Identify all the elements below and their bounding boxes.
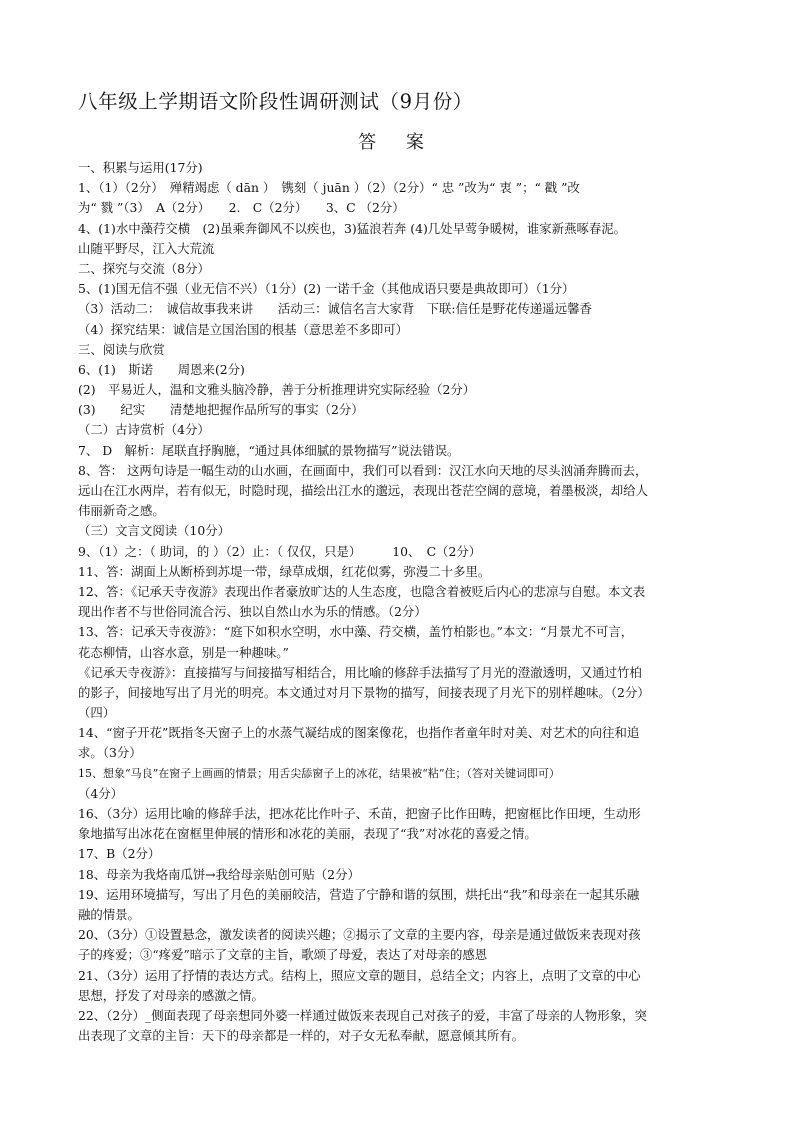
answer-line: 7、 D 解析：尾联直抒胸臆，“通过具体细腻的景物描写”说法错误。 [78, 442, 460, 458]
answer-line: 17、B（2分） [78, 846, 161, 862]
answer-line: 出表现了文章的主旨：天下的母亲都是一样的，对子女无私奉献，愿意倾其所有。 [78, 1028, 525, 1044]
answer-line: 伟丽新奇之感。 [78, 503, 165, 519]
answer-line: 19、运用环境描写，写出了月色的美丽皎洁，营造了宁静和谐的氛围，烘托出“我”和母亲在一起其乐融 [78, 886, 640, 902]
answer-heading: 答 案 [358, 132, 436, 153]
answer-line: 为“ 戮 ”（3） A（2分） 2. C（2分） 3、C （2分） [78, 200, 405, 216]
answer-line: (2) 平易近人，温和文雅头脑冷静，善于分析推理讲究实际经验（2分） [78, 382, 476, 398]
answer-line: 11、答：湖面上从断桥到苏堤一带，绿草成烟，红花似雾，弥漫二十多里。 [78, 563, 491, 579]
answer-line: 《记承天寺夜游》：直接描写与间接描写相结合，用比喻的修辞手法描写了月光的澄澈透明，又通过竹柏 [78, 664, 642, 680]
answer-line: 21、（3分）运用了抒情的表达方式。结构上，照应文章的题目，总结全文；内容上，点明了文章的中心 [78, 967, 641, 983]
exam-title: 八年级上学期语文阶段性调研测试（9月份） [78, 90, 473, 113]
answer-line: 1、（1）（2分） 殚精竭虑（ dān ） 镌刻（ juān ）（2）（2分）“ 忠 ”改为“ 衷 ”；“ 戳 ”改 [78, 180, 580, 196]
answer-line: 5、(1)国无信不强（业无信不兴）（1分）(2) 一诺千金（其他成语只要是典故即可）（1分） [78, 281, 575, 297]
answer-line: 思想，抒发了对母亲的感激之情。 [78, 987, 264, 1003]
answer-line: 18、母亲为我烙南瓜饼→我给母亲贴创可贴（2分） [78, 866, 360, 882]
answer-line: 子的疼爱；③“疼爱”暗示了文章的主旨，歌颂了母爱，表达了对母亲的感恩 [78, 947, 488, 963]
answer-line: 花态柳情，山容水意，别是一种趣味。” [78, 644, 289, 660]
answer-line: 求。（3分） [78, 745, 142, 761]
answer-line: 6、(1) 斯诺 周恩来(2分) [78, 361, 245, 377]
answer-line: 9、（1）之：（ 助词，的 ）（2）止：（ 仅仅，只是） 10、 C（2分） [78, 543, 482, 559]
answer-line: （3）活动二： 诚信故事我来讲 活动三：诚信名言大家背 下联:信任是野花传递遥远馨香 [78, 301, 592, 317]
answer-line: 15、想象“马良”在窗子上画画的情景；用舌尖舔窗子上的冰花，结果被“粘”住；（答对关键词即可） [78, 766, 560, 780]
answer-line: 远山在江水两岸，若有似无，时隐时现，描绘出江水的邈远，表现出苍茫空阔的意境，着墨极淡，却给人 [78, 483, 648, 498]
answer-line: 12、答：《记承天寺夜游》表现出作者豪放旷达的人生态度，也隐含着被贬后内心的悲凉与自慰。本文表 [78, 583, 646, 599]
answer-line: 22、（2分）_侧面表现了母亲想同外婆一样通过做饭来表现自己对孩子的爱，丰富了母亲的人物形象，突 [78, 1007, 647, 1023]
answer-line: 象地描写出冰花在窗框里伸展的情形和冰花的美丽，表现了“我”对冰花的喜爱之情。 [78, 826, 537, 842]
answer-line: 4、(1)水中藻荇交横 (2)虽乘奔御风不以疾也，3)猛浪若奔 (4)几处早莺争暖树，谁家新燕啄春泥。 [78, 220, 627, 236]
answer-line: （三）文言文阅读（10分） [78, 523, 231, 539]
answer-line: 山随平野尽，江入大荒流 [78, 240, 215, 256]
answer-line: 一、积累与运用(17分) [78, 160, 203, 175]
answer-line: 13、答：记承天寺夜游》：“庭下如积水空明，水中藻、荇交横，盖竹柏影也。”本文：“月景尤不可言， [78, 624, 634, 640]
answer-line: 8、答： 这两句诗是一幅生动的山水画，在画面中，我们可以看到：汉江水向天地的尽头汹涌奔腾而去， [78, 462, 648, 478]
answer-line: 二、探究与交流（8分） [78, 260, 210, 276]
answer-content [78, 158, 721, 1046]
answer-line: 的影子，间接地写出了月光的明亮。本文通过对月下景物的描写，间接表现了月光下的别样趣味。（2分） [78, 684, 650, 700]
answer-line: (3) 纪实 清楚地把握作品所写的事实（2分） [78, 402, 364, 418]
answer-line: （4）探究结果：诚信是立国治国的根基（意思差不多即可） [78, 321, 409, 337]
answer-line: （二）古诗赏析（4分） [78, 422, 210, 438]
answer-line: （4分） [78, 785, 124, 801]
answer-line: 14、“窗子开花”既指冬天窗子上的水蒸气凝结成的图案像花，也指作者童年时对美、对艺术的向往和追 [78, 725, 640, 741]
answer-line: （四） [78, 705, 116, 721]
answer-line: 现出作者不与世俗同流合污、独以自然山水为乐的情感。（2分） [78, 604, 427, 620]
answer-line: 融的情景。 [78, 906, 140, 922]
answer-line: 三、阅读与欣赏 [78, 341, 165, 357]
answer-line: 20、（3分）①设置悬念，激发读者的阅读兴趣；②揭示了文章的主要内容，母亲是通过做饭来表现对孩 [78, 927, 641, 943]
answer-line: 16、（3分）运用比喻的修辞手法，把冰花比作叶子、禾苗，把窗子比作田畴，把窗框比作田埂，生动形 [78, 806, 641, 821]
